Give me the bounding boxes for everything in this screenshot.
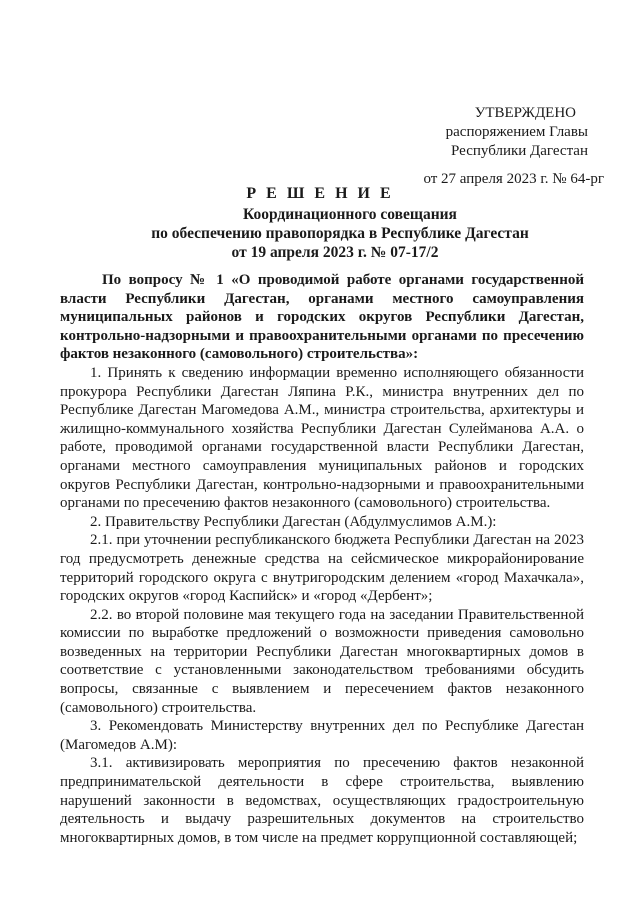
document-title: Р Е Ш Е Н И Е	[246, 185, 394, 202]
approval-stamp	[423, 104, 604, 189]
heading-body: Координационного совещания	[243, 206, 457, 223]
paragraph-2-1: 2.1. при уточнении республиканского бюджета Республики Дагестан на 2023 год предусмотреть денежные средства на сейсмическое микрорайонирование территорий городского округа с внутригородским делением «город Махачкала», городских округов «город Каспийск» и «город «Дербент»;	[60, 532, 584, 605]
paragraph-2-2: 2.2. во второй половине мая текущего года на заседании Правительственной комиссии по выработке предложений о возможности приведения самовольно возведенных на территории Республики Дагестан многоквартирных домов в соответствие с установленными законодательством требованиями обсудить вопросы, связанные с выявлением и пересечением фактов незаконного (самовольного) строительства.	[60, 606, 584, 716]
approval-issuer: распоряжением Главы	[445, 124, 588, 140]
approval-date: от 27 апреля 2023 г. № 64-рг	[423, 171, 604, 187]
heading-date: от 19 апреля 2023 г. № 07-17/2	[231, 244, 439, 261]
issue-paragraph: По вопросу № 1 «О проводимой работе органами государственной власти Республики Дагестан, органами местного самоуправления муниципальных районов и городских округов Республики Дагестан, контрольно-надзорными и правоохранительными органами по пресечению фактов незаконного (самовольного) строительства»:	[60, 272, 584, 363]
heading-subject: по обеспечению правопорядка в Республике Дагестан	[151, 225, 529, 242]
paragraph-1: 1. Принять к сведению информации временно исполняющего обязанности прокурора Республики Дагестан Ляпина Р.К., министра внутренних дел по Республике Дагестан Магомедова А.М., министра строительства, архитектуры и жилищно-коммунального хозяйства Республики Дагестан Сулейманова А.А. о работе, проводимой органами государственной власти Республики Дагестан, органами местного самоуправления муниципальных районов и городских округов Республики Дагестан, контрольно-надзорными и правоохранительными органами по пресечению фактов незаконного (самовольного) строительства.	[60, 364, 584, 512]
paragraph-2: 2. Правительству Республики Дагестан (Абдулмуслимов А.М.):	[90, 513, 497, 530]
document-body	[60, 271, 584, 847]
paragraph-3-1: 3.1. активизировать мероприятия по пресечению фактов незаконной предпринимательской деятельности в сфере строительства, выявлению нарушений законности в ведомствах, осуществляющих градостроительную деятельность и выдачу разрешительных документов на строительство многоквартирных домов, в том числе на предмет коррупционной составляющей;	[60, 755, 584, 846]
paragraph-3: 3. Рекомендовать Министерству внутренних дел по Республике Дагестан (Магомедов А.М):	[60, 718, 584, 753]
approval-region: Республики Дагестан	[451, 143, 588, 159]
approval-label: УТВЕРЖДЕНО	[474, 105, 576, 121]
document-heading	[0, 184, 640, 262]
